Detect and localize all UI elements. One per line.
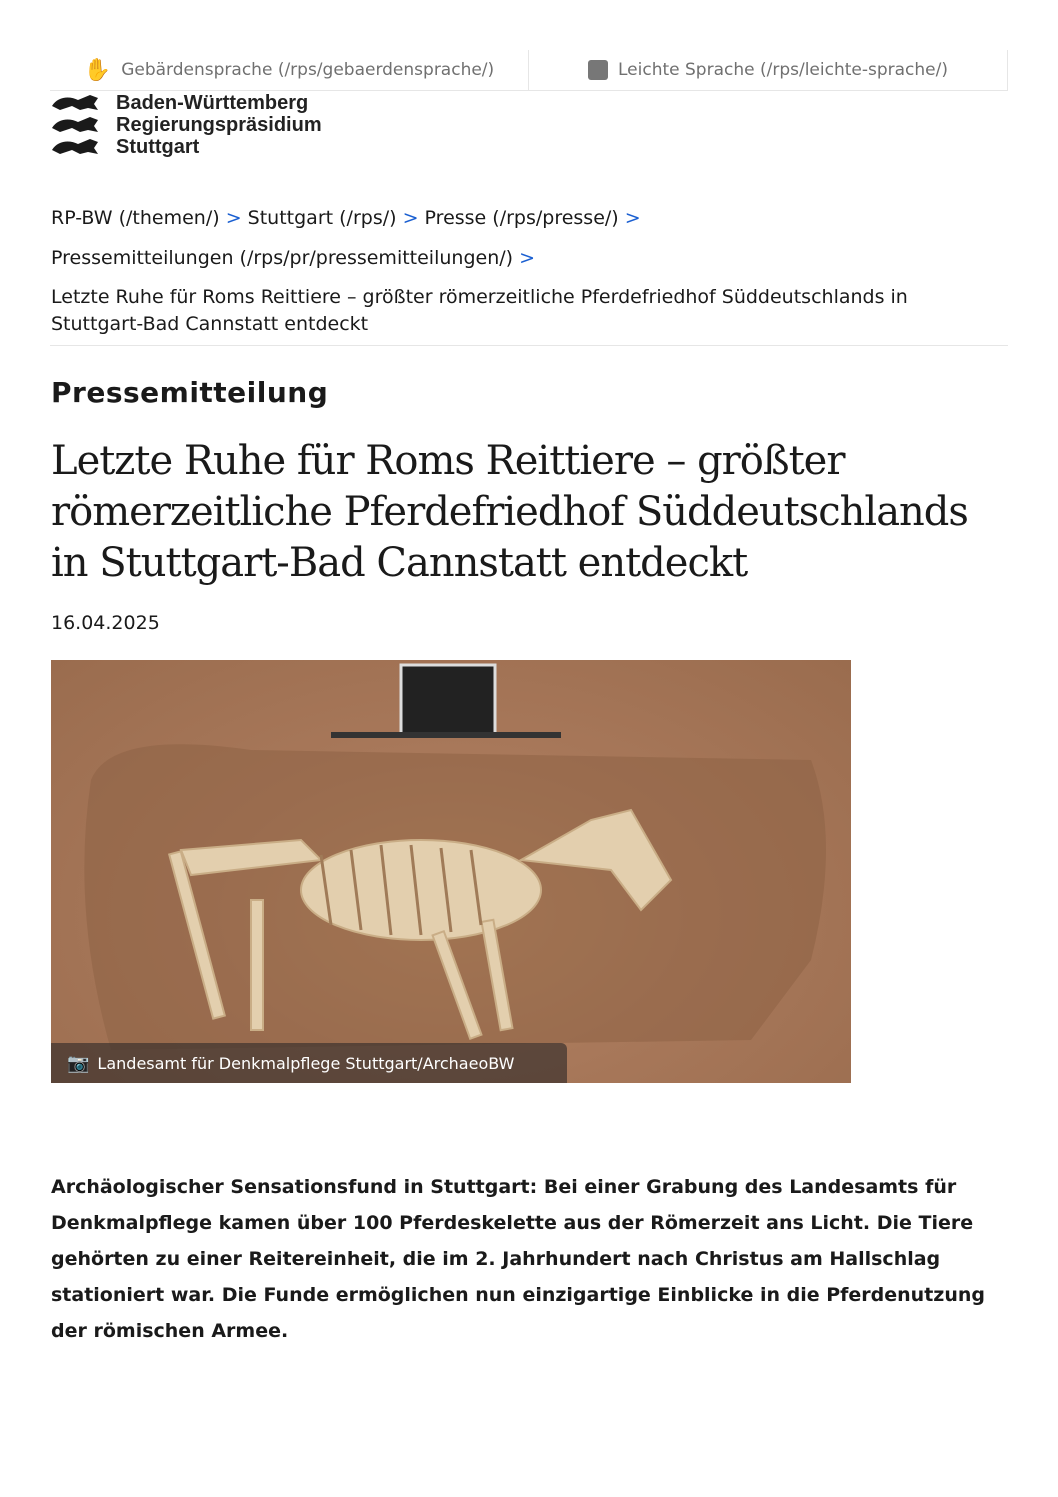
breadcrumb-link-pressemitteilungen[interactable]: Pressemitteilungen (/rps/pr/pressemitteilungen/): [51, 247, 514, 269]
breadcrumb-link-presse[interactable]: Presse (/rps/presse/): [424, 207, 619, 229]
site-logo[interactable]: [50, 92, 322, 158]
breadcrumb-link-themen[interactable]: RP-BW (/themen/): [51, 207, 220, 229]
breadcrumb: [51, 198, 991, 338]
breadcrumb-separator: >: [402, 207, 419, 229]
logo-line-1: Baden-Württemberg: [116, 92, 309, 114]
accessibility-bar: [50, 50, 1008, 91]
breadcrumb-separator: >: [225, 207, 242, 229]
easy-language-link[interactable]: [528, 50, 1008, 90]
sign-language-link[interactable]: [50, 50, 528, 90]
logo-line-3: Stuttgart: [116, 136, 200, 158]
article-lead: Archäologischer Sensationsfund in Stuttgart: Bei einer Grabung des Landesamts für Denkmalpflege kamen über 100 Pferdeskelette aus der Römerzeit ans Licht. Die Tiere gehörten zu einer Reitereinheit, die im 2. Jahrhundert nach Christus am Hallschlag stationiert war. Die Funde ermöglichen nun einzigartige Einblicke in die Pferdenutzung der römischen Armee.: [51, 1176, 986, 1342]
photo-credit-text: Landesamt für Denkmalpflege Stuttgart/ArchaeoBW: [97, 1053, 515, 1073]
photo-credit: [51, 1043, 567, 1083]
article-date: 16.04.2025: [51, 612, 160, 634]
breadcrumb-current: Letzte Ruhe für Roms Reittiere – größter römerzeitliche Pferdefriedhof Süddeutschlands in Stuttgart-Bad Cannstatt entdeckt: [51, 286, 908, 335]
sign-language-hand-icon: ✋: [83, 57, 112, 83]
article-photo-horse-skeleton: [51, 660, 851, 1083]
breadcrumb-separator: >: [624, 207, 641, 229]
breadcrumb-separator: >: [519, 247, 536, 269]
sign-language-label: Gebärdensprache (/rps/gebaerdensprache/): [121, 60, 495, 80]
lions-coat-of-arms-icon: [50, 92, 100, 158]
book-reader-icon: [588, 60, 608, 80]
article-kicker: Pressemitteilung: [51, 376, 329, 409]
easy-language-label: Leichte Sprache (/rps/leichte-sprache/): [618, 60, 948, 80]
article-title: Letzte Ruhe für Roms Reittiere – größter römerzeitliche Pferdefriedhof Süddeutschlands in Stuttgart-Bad Cannstatt entdeckt: [51, 438, 968, 586]
camera-icon: 📷: [67, 1052, 90, 1074]
excavation-illustration: [51, 660, 851, 1083]
divider: [50, 345, 1008, 346]
breadcrumb-link-stuttgart[interactable]: Stuttgart (/rps/): [247, 207, 397, 229]
logo-line-2: Regierungspräsidium: [116, 114, 322, 136]
